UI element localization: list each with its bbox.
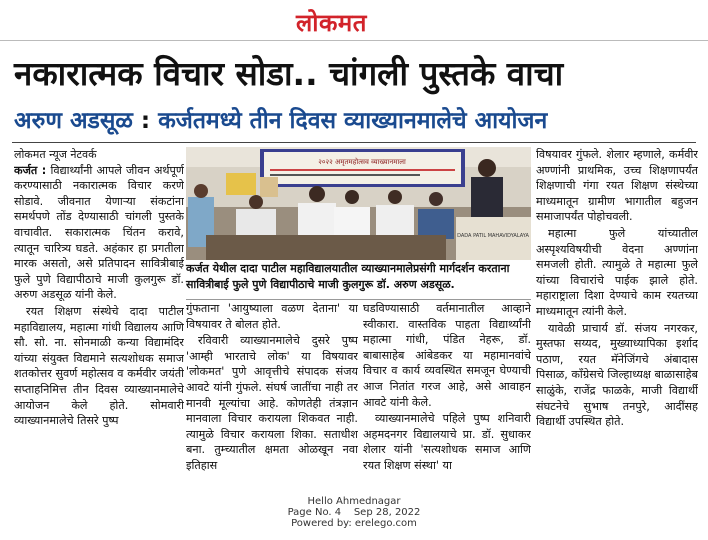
article-paragraph: यावेळी प्राचार्य डॉ. संजय नगरकर, मुस्तफा सय्यद, मुख्याध्यापिका इर्शाद पठाण, रयत मॅनेजिंगचे अंबादास पिसाळ, कॉंग्रेसचे जिल्हाध्यक्ष बाळासाहेब साळुंके, राजेंद्र फाळके, माजी विद्यार्थी संघटनेचे सुभाष तनपुरे, आदींसह विद्यार्थी उपस्थित होते. <box>536 321 698 429</box>
banner-text: २०२२ अमृतमहोत्सव व्याख्यानमाला <box>318 158 406 166</box>
article-paragraph: रयत शिक्षण संस्थेचे दादा पाटील महाविद्यालय, महात्मा गांधी विद्यालय आणि सौ. सो. ना. सोनमाळी कन्या विद्यामंदिर यांच्या संयुक्त विद्यमाने सत्यशोधक समाज शतकोत्तर सुवर्ण महोत्सव व कर्मवीर जयंती सप्ताहनिमित्त तीन दिवस व्याख्यानमालेचे आयोजन केले होते. सोमवारी व्याख्यानमालेचे तिसरे पुष्प <box>14 304 184 428</box>
article-column-1 <box>14 147 184 477</box>
subhead-text: कर्जतमध्ये तीन दिवस व्याख्यानमालेचे आयोजन <box>158 108 548 134</box>
footer-page-date: Page No. 4 Sep 28, 2022 <box>287 507 421 518</box>
masthead <box>0 0 708 41</box>
newspaper-logo: लोकमत <box>296 9 367 37</box>
article-paragraph: घडविण्यासाठी वर्तमानातील आव्हाने स्वीकारा. वास्तविक पाहता विद्यार्थ्यांनी महात्मा गांधी, पंडित नेहरू, डॉ. बाबासाहेब आंबेडकर या महामानवांचे विचार व कार्य व्यवस्थित समजून घेण्याची आज नितांत गरज आहे, असे आवाहन आवटे यांनी केले. <box>363 302 531 409</box>
article-column-3 <box>363 301 531 477</box>
page-footer <box>0 496 708 529</box>
photo-illustration <box>186 147 531 260</box>
footer-publication: Hello Ahmednagar <box>307 496 401 507</box>
article-paragraph: रविवारी व्याख्यानमालेचे दुसरे पुष्प 'आम्ही भारताचे लोक' या विषयावर 'लोकमत' पुणे आवृत्तीचे संपादक संजय आवटे यांनी गुंफले. संघर्ष जातींचा नाही तर मानवी मूल्यांचा आहे. कोणतेही तंत्रज्ञान मानवाला विचार करायला शिकवत नाही. त्यामुळे विचार करायला शिका. सताधीश बना. तुम्च्यातील क्षमता ओळखून नवा इतिहास <box>186 334 358 472</box>
dateline: कर्जत : <box>14 163 47 177</box>
article-paragraph: महात्मा फुले यांच्यातील अस्पृश्यविषयीची वेदना अण्णांना समजली होती. त्यामुळे ते महात्मा फुले यांच्या विचारांचे पाईक झाले होते. महाराष्ट्राला दिशा देण्याचे काम रयतच्या माध्यमातून त्यांनी केले. <box>536 226 698 318</box>
subhead-name: अरुण अडसूळ <box>14 108 133 134</box>
article-paragraph: गुंफताना 'आयुष्याला वळण देताना' या विषयावर ते बोलत होते. <box>186 302 358 331</box>
subhead-separator: : <box>132 108 159 134</box>
event-photo <box>186 147 531 260</box>
article-paragraph: व्याख्यानमालेचे पहिले पुष्प शनिवारी अहमदनगर विद्यालयाचे प्रा. डॉ. सुधाकर शेलार यांनी 'सत्यशोधक समाज आणि रयत शिक्षण संस्था' या <box>363 412 531 472</box>
podium-text: DADA PATIL MAHAVIDYALAYA <box>457 233 529 239</box>
article-column-2 <box>186 301 358 477</box>
article-paragraph <box>14 163 184 303</box>
paragraph-text: विद्यार्थ्यांनी आपले जीवन अर्थपूर्ण करण्यासाठी नकारात्मक विचार करणे सोडावे. जीवनात येणाऱ्या संकटांना समर्थपणे तोंड देण्यासाठी चांगली पुस्तके वाचावीत. सकारात्मक चिंतन करावे, त्यातून चारित्र्य घडते. अहंकार हा प्रगतीला मारक असतो, असे प्रतिपादन सावित्रीबाई फुले पुणे विद्यापीठाचे माजी कुलगुरू डॉ. अरुण अडसूळ यांनी केले. <box>14 163 184 302</box>
photo-caption: कर्जत येथील दादा पाटील महाविद्यालयातील व्याख्यानमालेप्रसंगी मार्गदर्शन करताना सावित्रीबाई फुले पुणे विद्यापीठाचे माजी कुलगुरू डॉ. अरुण अडसूळ. <box>186 261 531 300</box>
article-column-4 <box>536 147 698 477</box>
headline: नकारात्मक विचार सोडा.. चांगली पुस्तके वाचा <box>14 54 564 93</box>
headline-rule <box>12 142 696 143</box>
footer-powered-by: Powered by: erelego.com <box>291 518 417 529</box>
subheadline <box>14 106 704 136</box>
byline: लोकमत न्यूज नेटवर्क <box>14 148 97 161</box>
article-paragraph: विषयावर गुंफले. शेलार म्हणाले, कर्मवीर अण्णांनी प्राथमिक, उच्च शिक्षणापर्यंत शिक्षणाची गंगा रयत शिक्षण संस्थेच्या माध्यमातून ग्रामीण भागातील बहुजन समाजापर्यंत पोहोचवली. <box>536 148 698 224</box>
